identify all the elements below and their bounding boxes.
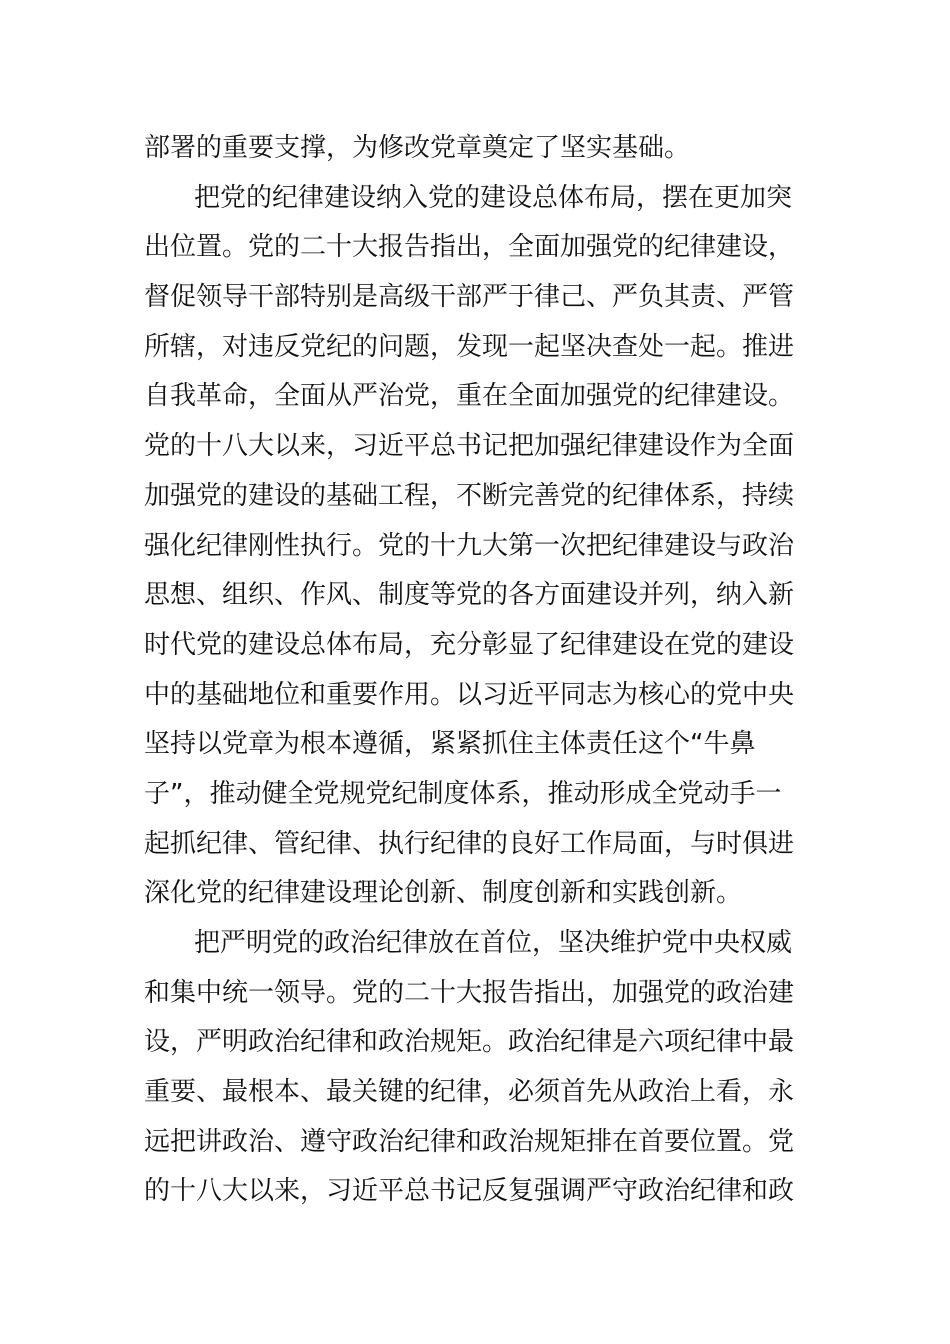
text-line: 深化党的纪律建设理论创新、制度创新和实践创新。 [144,878,743,909]
text-line: 设，严明政治纪律和政治规矩。政治纪律是六项纪律中最 [144,1027,795,1058]
text-line: 子”，推动健全党规党纪制度体系，推动形成全党动手一 [144,778,782,809]
text-line: 重要、最根本、最关键的纪律，必须首先从政治上看，永 [144,1077,795,1108]
text-line: 督促领导干部特别是高级干部严于律己、严负其责、严管 [144,282,795,313]
text-line: 中的基础地位和重要作用。以习近平同志为核心的党中央 [144,679,795,710]
text-line: 的十八大以来，习近平总书记反复强调严守政治纪律和政 [144,1176,795,1207]
text-line: 坚持以党章为根本遵循，紧紧抓住主体责任这个“牛鼻 [144,729,756,760]
paragraph-first-line: 把严明党的政治纪律放在首位，坚决维护党中央权威 [194,928,793,958]
text-line: 和集中统一领导。党的二十大报告指出，加强党的政治建 [144,977,795,1008]
text-line: 部署的重要支撑，为修改党章奠定了坚实基础。 [144,133,691,163]
text-line: 所辖，对违反党纪的问题，发现一起坚决查处一起。推进 [144,331,795,362]
text-line: 自我革命，全面从严治党，重在全面加强党的纪律建设。 [144,381,795,412]
text-line: 时代党的建设总体布局，充分彰显了纪律建设在党的建设 [144,629,795,660]
body-text [144,124,814,1217]
text-line: 强化纪律刚性执行。党的十九大第一次把纪律建设与政治 [144,530,795,561]
text-line: 起抓纪律、管纪律、执行纪律的良好工作局面，与时俱进 [144,828,795,859]
paragraph-first-line: 把党的纪律建设纳入党的建设总体布局，摆在更加突 [194,182,793,213]
text-line: 思想、组织、作风、制度等党的各方面建设并列，纳入新 [144,580,795,611]
text-line: 加强党的建设的基础工程，不断完善党的纪律体系，持续 [144,480,795,511]
text-line: 出位置。党的二十大报告指出，全面加强党的纪律建设， [144,232,795,263]
text-line: 远把讲政治、遵守政治纪律和政治规矩排在首要位置。党 [144,1126,795,1157]
text-line: 党的十八大以来，习近平总书记把加强纪律建设作为全面 [144,431,795,462]
